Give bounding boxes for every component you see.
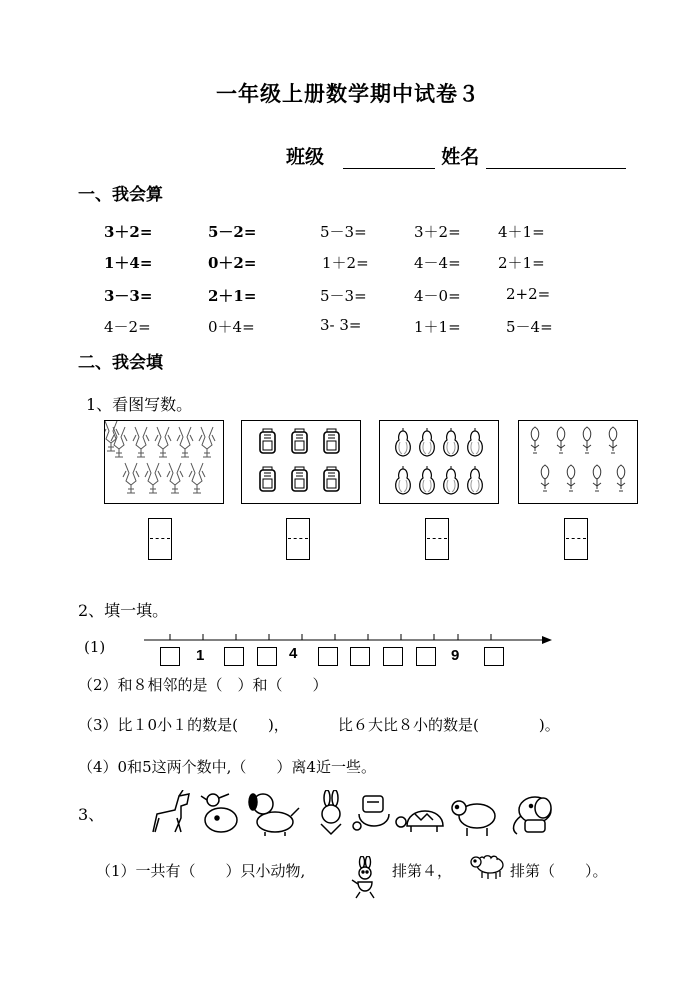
sub-question-3a: （3）比１0小１的数是( )， bbox=[78, 716, 289, 734]
equation-r2-c5: 2＋1= bbox=[498, 254, 545, 272]
turtle-icon bbox=[396, 811, 443, 832]
equation-r1-c1: 3＋2= bbox=[104, 223, 153, 241]
equation-r1-c2: 5－2= bbox=[208, 223, 257, 241]
question-2: 2、填一填。 bbox=[78, 601, 169, 620]
answer-box-2[interactable] bbox=[286, 518, 310, 560]
equation-r2-c1: 1＋4= bbox=[104, 254, 153, 272]
name-label: 姓名 bbox=[441, 146, 480, 168]
sub-question-3b: 比６大比８小的数是( )。 bbox=[338, 716, 560, 734]
sub-question-2: （2）和８相邻的是（ ）和（ ） bbox=[78, 676, 328, 694]
numberline-blank-10[interactable] bbox=[484, 647, 504, 666]
picture-box-lobsters bbox=[104, 420, 224, 504]
section1-title: 一、我会算 bbox=[78, 185, 163, 205]
sheep-icon bbox=[452, 801, 495, 836]
equation-r2-c4: 4－4= bbox=[414, 254, 461, 272]
dog-icon bbox=[249, 794, 299, 836]
q3-sub1-part1: （1）一共有（ ）只小动物, bbox=[96, 862, 306, 880]
rabbit-icon bbox=[321, 790, 341, 834]
equation-r3-c2: 2＋1= bbox=[208, 287, 257, 305]
monkey-icon bbox=[353, 796, 389, 830]
class-name-line bbox=[286, 142, 626, 169]
numberline-number-4: 4 bbox=[289, 645, 298, 662]
equation-r3-c1: 3－3= bbox=[104, 287, 153, 305]
q3-sub1-part2: 排第４， bbox=[392, 862, 453, 880]
backpack-icon bbox=[242, 421, 360, 503]
equation-r2-c3: 1＋2= bbox=[322, 254, 369, 272]
numberline-label: (1) bbox=[84, 638, 106, 656]
page-title: 一年级上册数学期中试卷３ bbox=[216, 81, 480, 106]
numberline-blank-5[interactable] bbox=[318, 647, 338, 666]
equation-r2-c2: 0＋2= bbox=[208, 254, 257, 272]
animals-row bbox=[145, 790, 557, 838]
question-1: 1、看图写数。 bbox=[86, 395, 193, 414]
numberline-blank-0[interactable] bbox=[160, 647, 180, 666]
equation-r3-c3: 5－3= bbox=[320, 287, 367, 305]
arrow-right-icon bbox=[542, 636, 552, 644]
picture-box-pears bbox=[379, 420, 499, 504]
name-blank[interactable] bbox=[486, 150, 626, 169]
equation-r4-c5: 5－4= bbox=[506, 318, 553, 336]
answer-box-4[interactable] bbox=[564, 518, 588, 560]
picture-box-backpacks bbox=[241, 420, 361, 504]
class-blank[interactable] bbox=[343, 150, 435, 169]
equation-r4-c3: 3- 3= bbox=[320, 316, 362, 334]
equation-r4-c1: 4－2= bbox=[104, 318, 151, 336]
q3-sub1-part3: 排第（ ）。 bbox=[510, 862, 608, 880]
elephant-icon bbox=[514, 797, 551, 834]
equation-r1-c4: 3＋2= bbox=[414, 223, 461, 241]
numberline-blank-8[interactable] bbox=[416, 647, 436, 666]
equation-r3-c4: 4－0= bbox=[414, 287, 461, 305]
numberline-blank-2[interactable] bbox=[224, 647, 244, 666]
pear-icon bbox=[380, 421, 498, 503]
question-3: 3、 bbox=[78, 805, 105, 824]
lobster-icon bbox=[105, 421, 223, 503]
rabbit-icon bbox=[350, 856, 380, 900]
numberline-number-1: 1 bbox=[196, 647, 205, 664]
numberline-blank-3[interactable] bbox=[257, 647, 277, 666]
equation-r4-c2: 0＋4= bbox=[208, 318, 255, 336]
equation-r3-c5: 2+2= bbox=[506, 285, 551, 303]
answer-box-3[interactable] bbox=[425, 518, 449, 560]
section2-title: 二、我会填 bbox=[78, 353, 163, 373]
answer-box-1[interactable] bbox=[148, 518, 172, 560]
bird-on-pig-icon bbox=[201, 794, 237, 832]
flower-icon bbox=[519, 421, 637, 503]
equation-r1-c3: 5－3= bbox=[320, 223, 367, 241]
number-line bbox=[140, 632, 556, 648]
equation-r1-c5: 4＋1= bbox=[498, 223, 545, 241]
sub-question-4: （4）0和5这两个数中,（ ）离4近一些。 bbox=[78, 758, 376, 776]
picture-box-flowers bbox=[518, 420, 638, 504]
numberline-blank-7[interactable] bbox=[383, 647, 403, 666]
equation-r4-c4: 1＋1= bbox=[414, 318, 461, 336]
horse-icon bbox=[153, 790, 189, 832]
numberline-blank-6[interactable] bbox=[350, 647, 370, 666]
class-label: 班级 bbox=[286, 146, 325, 168]
numberline-number-9: 9 bbox=[451, 647, 460, 664]
sheep-icon bbox=[468, 852, 506, 880]
